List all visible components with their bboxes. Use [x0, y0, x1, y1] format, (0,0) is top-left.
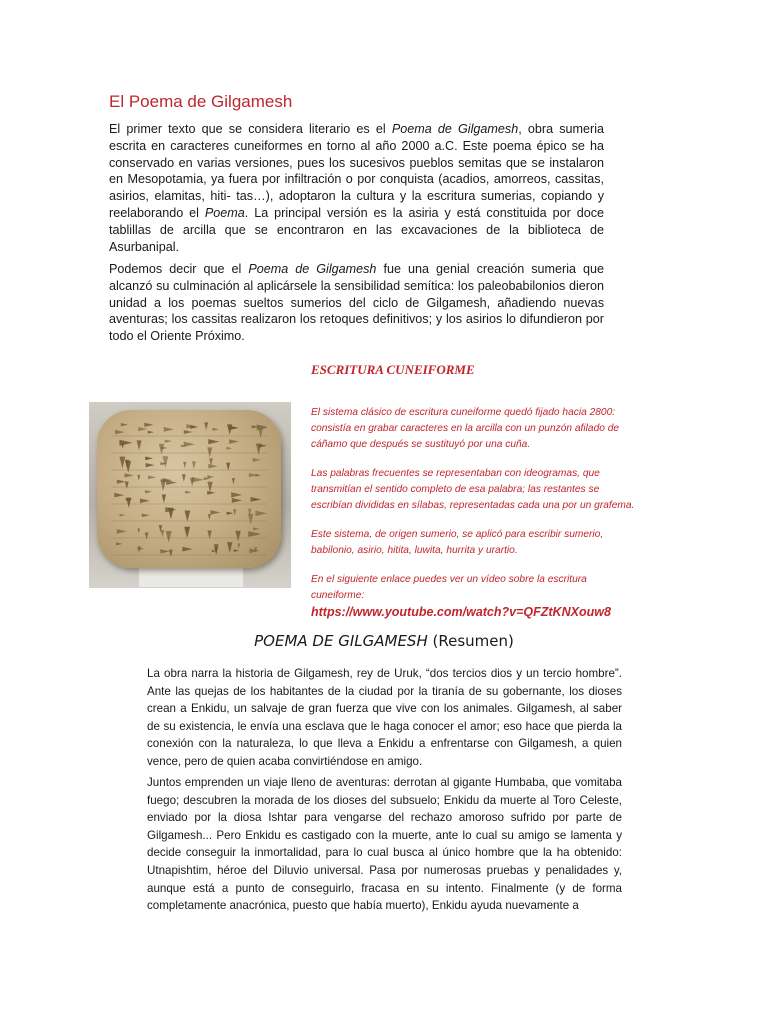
summary-title [0, 632, 768, 650]
summary-title-sub: (Resumen) [427, 632, 514, 650]
intro-paragraph-1 [109, 121, 604, 255]
cuneiform-tablet-image [89, 402, 291, 588]
text-segment: Podemos decir que el [109, 262, 249, 276]
text-segment: , obra sumeria escrita en caracteres cuneiformes en torno al año 2000 a.C. Este poema épico se ha conservado en varias versiones, pues los sucesivos pueblos semitas que se instalaron en Mesopotamia, ya fuera por infiltración o por conquista (acadios, amorreos, cassitas, asirios, elamitas, hiti- tas…), adoptaron la cultura y la escritura sumerias, copiando y reelaborando el [109, 122, 605, 220]
text-segment: fue una genial creación sumeria que alcanzó su culminación al aplicársele la sensibilidad semítica: los paleobabilonios dieron unidad a los poemas sueltos sumerios del ciclo de Gilgamesh, añadiendo nuevas aventuras; los cassitas realizaron los retoques definitivos; y los asirios lo difundieron por todo el Oriente Próximo. [109, 262, 605, 344]
text-segment: El primer texto que se considera literario es el [109, 122, 392, 136]
cuneiform-paragraph-1: El sistema clásico de escritura cuneiforme quedó fijado hacia 2800: consistía en grabar caracteres en la arcilla con un punzón afilado de cáñamo que después se sustituyó por una cuña. [311, 407, 620, 450]
text-segment: . La principal versión es la asiria y está constituida por doce tablillas de arcilla que se encontraron en las excavaciones de la biblioteca de Asurbanipal. [109, 205, 605, 254]
cuneiform-section-title: ESCRITURA CUNEIFORME [311, 362, 475, 377]
summary-paragraph-2: Juntos emprenden un viaje lleno de aventuras: derrotan al gigante Humbaba, que vomitaba fuego; descubren la morada de los dioses del subsuelo; Enkidu da muerte al Toro Celeste, enviado por la diosa Ishtar para vengarse del rechazo amoroso sufrido por parte de Gilgamesh... Pero Enkidu es castigado con la muerte, ante lo cual su amigo se lamenta y decide conseguir la inmortalidad, para lo cual busca al único hombre que la ha obtenido: Utnapishtim, héroe del Diluvio universal. Pasa por numerosas pruebas y penalidades y, aunque está a punto de conseguirlo, fracasa en su intento. Finalmente (y de forma completamente anacrónica, puesto que había muerto), Enkidu ayuda nuevamente a [147, 776, 622, 913]
summary-paragraph-1: La obra narra la historia de Gilgamesh, rey de Uruk, “dos tercios dios y un tercio hombre”. Ante las quejas de los habitantes de la ciudad por la tiranía de su gobernante, los dioses crean a Enkidu, un salvaje de gran fuerza que vive con los animales. Gilgamesh, al saber de su existencia, le envía una esclava que le haga conocer el amor; eso hace que pierda la conexión con la naturaleza, lo que lleva a Enkidu a enfrentarse con Gilgamesh, a quien vence, pero de quien acaba convirtiéndose en amigo. [147, 667, 622, 768]
intro-paragraph-2 [109, 261, 604, 345]
emphasized-title: Poema de Gilgamesh [248, 262, 377, 276]
video-link[interactable]: https://www.youtube.com/watch?v=QFZtKNXouw8 [311, 605, 611, 619]
cuneiform-signs [111, 420, 267, 556]
document-title: El Poema de Gilgamesh [109, 92, 293, 111]
summary-title-main: POEMA DE GILGAMESH [254, 632, 428, 650]
cuneiform-paragraph-2: Las palabras frecuentes se representaban con ideogramas, que transmitían el sentido completo de esa palabra; las restantes se escribían divididas en sílabas, representadas cada una por un grafema. [311, 468, 635, 511]
cuneiform-paragraph-4: En el siguiente enlace puedes ver un vídeo sobre la escritura cuneiforme: [311, 574, 587, 601]
cuneiform-paragraph-3: Este sistema, de origen sumerio, se aplicó para escribir sumerio, babilonio, asirio, hitita, luwita, hurrita y urartio. [311, 529, 604, 556]
emphasized-title: Poema de Gilgamesh [391, 122, 519, 136]
emphasized-title: Poema [204, 205, 245, 220]
